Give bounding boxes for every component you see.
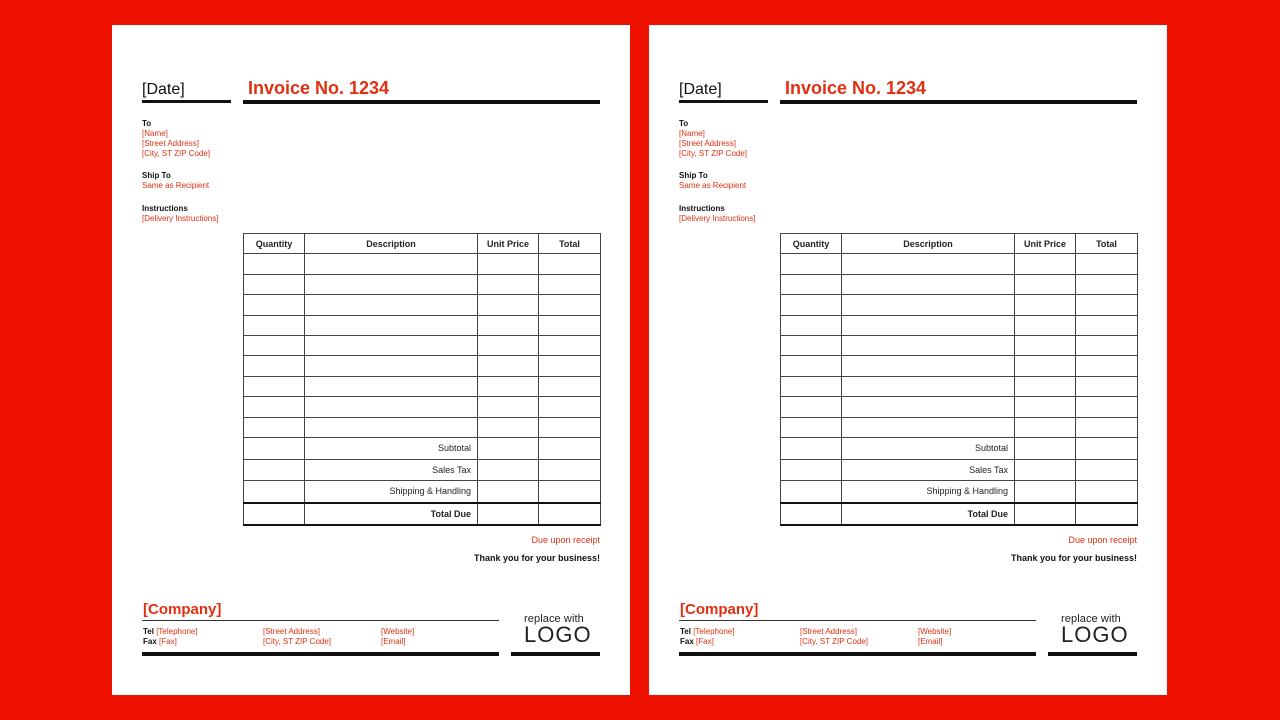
subtotal-label: Subtotal	[305, 437, 478, 459]
to-street: [Street Address]	[142, 139, 199, 148]
sales-tax-row	[781, 459, 1138, 481]
table-cell	[842, 315, 1015, 335]
tel-value: [Telephone]	[156, 627, 198, 636]
table-cell	[1015, 356, 1076, 376]
total-due-row	[244, 503, 601, 526]
total-due-row	[781, 503, 1138, 526]
due-note: Due upon receipt	[531, 535, 600, 545]
logo-text: LOGO	[1061, 622, 1129, 647]
table-cell	[842, 274, 1015, 294]
column-header-quantity: Quantity	[781, 234, 842, 254]
table-cell	[478, 356, 539, 376]
instructions-heading: Instructions	[679, 204, 725, 213]
table-cell	[781, 376, 842, 396]
table-cell	[1076, 356, 1138, 376]
table-cell	[244, 356, 305, 376]
table-cell	[244, 315, 305, 335]
ship-to-block	[142, 171, 209, 191]
table-cell	[478, 254, 539, 274]
company-email: [Email]	[381, 637, 406, 646]
table-cell	[1015, 397, 1076, 417]
table-cell	[305, 254, 478, 274]
table-cell	[842, 335, 1015, 355]
table-cell	[244, 295, 305, 315]
invoice-page-left	[112, 25, 630, 695]
table-cell	[539, 417, 601, 437]
table-cell	[842, 376, 1015, 396]
table-cell	[305, 417, 478, 437]
table-cell	[305, 356, 478, 376]
table-cell	[1076, 376, 1138, 396]
table-cell	[305, 335, 478, 355]
contact-address	[800, 627, 868, 647]
table-row	[781, 315, 1138, 335]
table-row	[781, 397, 1138, 417]
table-cell	[305, 397, 478, 417]
table-cell	[539, 315, 601, 335]
table-cell	[1015, 254, 1076, 274]
table-row	[244, 397, 601, 417]
items-table	[243, 233, 601, 526]
invoice-title: Invoice No. 1234	[785, 78, 927, 98]
instructions-block	[142, 204, 218, 224]
table-cell	[539, 335, 601, 355]
table-cell	[1076, 254, 1138, 274]
column-header-description: Description	[842, 234, 1015, 254]
table-cell	[539, 295, 601, 315]
title-rule	[780, 100, 1137, 104]
table-cell	[244, 376, 305, 396]
table-row	[781, 356, 1138, 376]
shipping-row	[244, 481, 601, 503]
to-heading: To	[679, 119, 689, 128]
table-row	[244, 376, 601, 396]
tel-value: [Telephone]	[693, 627, 735, 636]
to-street: [Street Address]	[679, 139, 736, 148]
table-row	[244, 295, 601, 315]
ship-to-value: Same as Recipient	[142, 181, 210, 190]
table-cell	[1076, 397, 1138, 417]
bill-to-block	[679, 119, 747, 159]
table-header-row	[244, 234, 601, 254]
table-row	[781, 274, 1138, 294]
instructions-value: [Delivery Instructions]	[679, 214, 756, 223]
table-cell	[842, 254, 1015, 274]
table-cell	[781, 356, 842, 376]
table-cell	[1076, 335, 1138, 355]
due-note: Due upon receipt	[1068, 535, 1137, 545]
table-cell	[244, 417, 305, 437]
table-cell	[781, 295, 842, 315]
to-city: [City, ST ZIP Code]	[679, 149, 748, 158]
contact-web	[918, 627, 951, 647]
instructions-value: [Delivery Instructions]	[142, 214, 219, 223]
company-street: [Street Address]	[263, 627, 320, 636]
logo-text: LOGO	[524, 622, 592, 647]
table-cell	[478, 335, 539, 355]
table-cell	[842, 356, 1015, 376]
date-label: [Date]	[142, 81, 185, 98]
subtotal-label: Subtotal	[842, 437, 1015, 459]
logo-placeholder	[1061, 613, 1129, 647]
fax-label: Fax	[680, 637, 694, 646]
company-email: [Email]	[918, 637, 943, 646]
table-cell	[539, 274, 601, 294]
column-header-quantity: Quantity	[244, 234, 305, 254]
company-website: [Website]	[381, 627, 415, 636]
sales-tax-label: Sales Tax	[842, 459, 1015, 481]
sales-tax-row	[244, 459, 601, 481]
column-header-total: Total	[1076, 234, 1138, 254]
thanks-note: Thank you for your business!	[1010, 553, 1137, 563]
company-city: [City, ST ZIP Code]	[263, 637, 332, 646]
column-header-total: Total	[539, 234, 601, 254]
table-cell	[305, 274, 478, 294]
table-row	[781, 376, 1138, 396]
table-cell	[1015, 417, 1076, 437]
table-cell	[478, 397, 539, 417]
table-cell	[539, 397, 601, 417]
invoice-title: Invoice No. 1234	[248, 78, 390, 98]
table-cell	[244, 274, 305, 294]
total-due-label: Total Due	[842, 503, 1015, 526]
contact-address	[263, 627, 331, 647]
logo-caption: replace with	[524, 613, 584, 625]
contact-phone-fax	[143, 627, 198, 647]
table-cell	[478, 295, 539, 315]
table-cell	[1076, 295, 1138, 315]
company-street: [Street Address]	[800, 627, 857, 636]
logo-caption: replace with	[1061, 613, 1121, 625]
table-cell	[305, 295, 478, 315]
ship-to-heading: Ship To	[142, 171, 171, 180]
subtotal-row	[244, 437, 601, 459]
table-row	[244, 417, 601, 437]
table-cell	[1015, 376, 1076, 396]
table-cell	[781, 274, 842, 294]
table-header-row	[781, 234, 1138, 254]
table-cell	[781, 417, 842, 437]
table-cell	[244, 335, 305, 355]
bill-to-block	[142, 119, 210, 159]
contact-phone-fax	[680, 627, 735, 647]
footer-rule	[679, 652, 1036, 656]
fax-value: [Fax]	[159, 637, 177, 646]
fax-value: [Fax]	[696, 637, 714, 646]
footer-rule	[142, 652, 499, 656]
table-cell	[842, 417, 1015, 437]
table-row	[244, 274, 601, 294]
total-due-label: Total Due	[305, 503, 478, 526]
table-cell	[539, 376, 601, 396]
table-cell	[305, 315, 478, 335]
contact-web	[381, 627, 414, 647]
logo-rule	[1048, 652, 1137, 656]
table-row	[781, 417, 1138, 437]
date-rule	[142, 100, 231, 103]
table-cell	[781, 254, 842, 274]
table-cell	[842, 295, 1015, 315]
instructions-heading: Instructions	[142, 204, 188, 213]
subtotal-row	[781, 437, 1138, 459]
company-name: [Company]	[143, 601, 222, 618]
tel-label: Tel	[680, 627, 691, 636]
table-cell	[305, 376, 478, 396]
table-cell	[842, 397, 1015, 417]
column-header-description: Description	[305, 234, 478, 254]
column-header-unit-price: Unit Price	[1015, 234, 1076, 254]
table-row	[781, 254, 1138, 274]
tel-label: Tel	[143, 627, 154, 636]
table-cell	[478, 315, 539, 335]
instructions-block	[679, 204, 755, 224]
table-cell	[539, 254, 601, 274]
company-name: [Company]	[680, 601, 759, 618]
table-cell	[478, 274, 539, 294]
table-cell	[1015, 295, 1076, 315]
table-row	[244, 335, 601, 355]
table-cell	[1076, 274, 1138, 294]
logo-placeholder	[524, 613, 592, 647]
table-cell	[1076, 315, 1138, 335]
shipping-label: Shipping & Handling	[305, 481, 478, 503]
table-cell	[478, 417, 539, 437]
table-row	[244, 315, 601, 335]
company-rule	[142, 620, 499, 621]
table-row	[781, 295, 1138, 315]
ship-to-block	[679, 171, 746, 191]
company-city: [City, ST ZIP Code]	[800, 637, 869, 646]
company-rule	[679, 620, 1036, 621]
date-rule	[679, 100, 768, 103]
table-cell	[781, 397, 842, 417]
table-row	[244, 254, 601, 274]
table-cell	[1015, 335, 1076, 355]
column-header-unit-price: Unit Price	[478, 234, 539, 254]
items-table	[780, 233, 1138, 526]
ship-to-heading: Ship To	[679, 171, 708, 180]
ship-to-value: Same as Recipient	[679, 181, 747, 190]
sales-tax-label: Sales Tax	[305, 459, 478, 481]
to-city: [City, ST ZIP Code]	[142, 149, 211, 158]
table-cell	[539, 356, 601, 376]
table-row	[244, 356, 601, 376]
table-cell	[244, 397, 305, 417]
date-label: [Date]	[679, 81, 722, 98]
table-cell	[1015, 274, 1076, 294]
logo-rule	[511, 652, 600, 656]
table-cell	[781, 315, 842, 335]
table-cell	[244, 254, 305, 274]
thanks-note: Thank you for your business!	[473, 553, 600, 563]
to-name: [Name]	[679, 129, 705, 138]
to-name: [Name]	[142, 129, 168, 138]
to-heading: To	[142, 119, 152, 128]
table-cell	[1076, 417, 1138, 437]
shipping-row	[781, 481, 1138, 503]
table-cell	[781, 335, 842, 355]
company-website: [Website]	[918, 627, 952, 636]
title-rule	[243, 100, 600, 104]
table-cell	[1015, 315, 1076, 335]
shipping-label: Shipping & Handling	[842, 481, 1015, 503]
table-row	[781, 335, 1138, 355]
table-cell	[478, 376, 539, 396]
invoice-page-right	[649, 25, 1167, 695]
fax-label: Fax	[143, 637, 157, 646]
